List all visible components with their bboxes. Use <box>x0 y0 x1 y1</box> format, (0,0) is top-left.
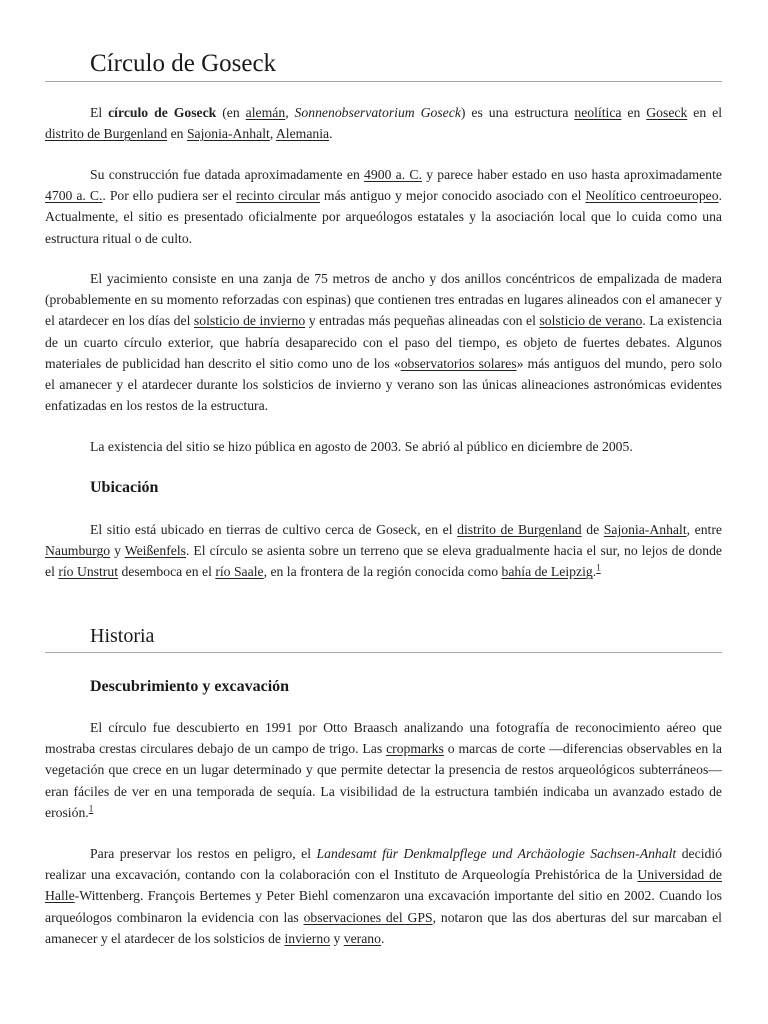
reference-link[interactable]: 1 <box>88 803 94 814</box>
reference-link[interactable]: 1 <box>596 562 601 573</box>
link-observatorios-solares[interactable]: observatorios solares <box>400 355 517 371</box>
link-4700-ac[interactable]: 4700 a. C. <box>45 188 103 204</box>
link-rio-saale[interactable]: río Saale <box>215 564 264 580</box>
heading-historia: Historia <box>45 623 722 653</box>
link-weissenfels[interactable]: Weißenfels <box>124 543 186 559</box>
link-neolitica[interactable]: neolítica <box>574 105 622 120</box>
link-aleman[interactable]: alemán <box>245 105 286 120</box>
link-invierno[interactable]: invierno <box>284 930 331 946</box>
link-alemania[interactable]: Alemania <box>275 126 330 142</box>
link-sajonia-anhalt-2[interactable]: Sajonia-Anhalt <box>603 522 687 537</box>
bold-term: círculo de Goseck <box>108 105 217 120</box>
paragraph-ubicacion: El sitio está ubicado en tierras de cultivo cerca de Goseck, en el distrito de Burgenland de Sajonia-Anhalt, entre Naumburgo y Weißenfels. El círculo se asienta sobre un terreno que se eleva gradualmente hacia el sur, no lejos de donde el río Unstrut desemboca en el río Saale, en la frontera de la región conocida como bahía de Leipzig.$^1$ <box>45 522 722 580</box>
link-neolitico-centroeuropeo[interactable]: Neolítico centroeuropeo <box>585 188 719 204</box>
heading-ubicacion: Ubicación <box>90 479 159 496</box>
link-bahia-leipzig[interactable]: bahía de Leipzig <box>501 564 593 580</box>
paragraph-descubrimiento: El círculo fue descubierto en 1991 por Otto Braasch analizando una fotografía de reconocimiento aéreo que mostraba crestas circulares debajo de un campo de trigo. Las cropmarks o marcas de corte —diferencias observables en la vegetación que crece en un lugar determinado y que permite detectar la presencia de restos arqueológicos subterráneos— eran fáciles de ver en una temporada de sequía. La visibilidad de la estructura también indicaba un avanzado estado de erosión.$^1$ <box>45 720 722 820</box>
link-rio-unstrut[interactable]: río Unstrut <box>58 564 119 580</box>
paragraph-yacimiento: El yacimiento consiste en una zanja de 75 metros de ancho y dos anillos concéntricos de empalizada de madera (probablemente en su momento reforzadas con espinas) que contienen tres entradas en lugares alineados con el amanecer y el atardecer en los días del solsticio de invierno y entradas más pequeñas alineadas con el solsticio de verano. La existencia de un cuarto círculo exterior, que habría desaparecido con el paso del tiempo, es objeto de fuertes debates. Algunos materiales de publicidad han descrito el sitio como uno de los «observatorios solares» más antiguos del mundo, pero solo el amanecer y el atardecer durante los solsticios de invierno y verano son las únicas alineaciones astronómicas evidentes enfatizadas en los restos de la estructura. <box>45 271 723 414</box>
link-universidad-halle[interactable]: Universidad de Halle <box>45 867 722 904</box>
link-verano[interactable]: verano <box>343 930 381 946</box>
link-observaciones-gps[interactable]: observaciones del GPS <box>303 909 433 925</box>
link-distrito-burgenland[interactable]: distrito de Burgenland <box>45 126 168 142</box>
italic-term: Landesamt für Denkmalpflege und Archäologie Sachsen-Anhalt <box>316 846 677 861</box>
page-title: Círculo de Goseck <box>45 49 722 82</box>
paragraph-excavacion: Para preservar los restos en peligro, el Landesamt für Denkmalpflege und Archäologie Sachsen-Anhalt decidió realizar una excavación, contando con la colaboración con el Instituto de Arqueología Prehistórica de la Universidad de Halle-Wittenberg. François Bertemes y Peter Biehl comenzaron una excavación importante del sitio en 2002. Cuando los arqueólogos combinaron la evidencia con las observaciones del GPS, notaron que las dos aberturas del sur marcaban el amanecer y el atardecer de los solsticios de invierno y verano. <box>45 846 722 946</box>
heading-descubrimiento: Descubrimiento y excavación <box>90 678 290 695</box>
italic-term: Sonnenobservatorium Goseck <box>294 105 461 120</box>
link-solsticio-invierno[interactable]: solsticio de invierno <box>193 313 306 329</box>
link-distrito-burgenland-2[interactable]: distrito de Burgenland <box>457 522 582 537</box>
link-naumburgo[interactable]: Naumburgo <box>45 543 111 559</box>
link-goseck[interactable]: Goseck <box>646 105 688 120</box>
paragraph-existencia: La existencia del sitio se hizo pública en agosto de 2003. Se abrió al público en diciembre de 2005. <box>90 439 633 454</box>
link-4900-ac[interactable]: 4900 a. C. <box>364 167 422 182</box>
link-sajonia-anhalt[interactable]: Sajonia-Anhalt <box>186 126 270 142</box>
link-solsticio-verano[interactable]: solsticio de verano <box>539 313 643 329</box>
link-recinto-circular[interactable]: recinto circular <box>236 188 320 204</box>
paragraph-intro: El círculo de Goseck (en alemán, Sonnenobservatorium Goseck) es una estructura neolítica en Goseck en el distrito de Burgenland en Sajonia-Anhalt, Alemania. <box>45 105 722 142</box>
link-cropmarks[interactable]: cropmarks <box>386 741 444 757</box>
paragraph-construccion: Su construcción fue datada aproximadamente en 4900 a. C. y parece haber estado en uso hasta aproximadamente 4700 a. C.. Por ello pudiera ser el recinto circular más antiguo y mejor conocido asociado con el Neolítico centroeuropeo. Actualmente, el sitio es presentado oficialmente por arqueólogos estatales y la asociación local que lo cuida como una estructura ritual o de culto. <box>45 167 722 246</box>
